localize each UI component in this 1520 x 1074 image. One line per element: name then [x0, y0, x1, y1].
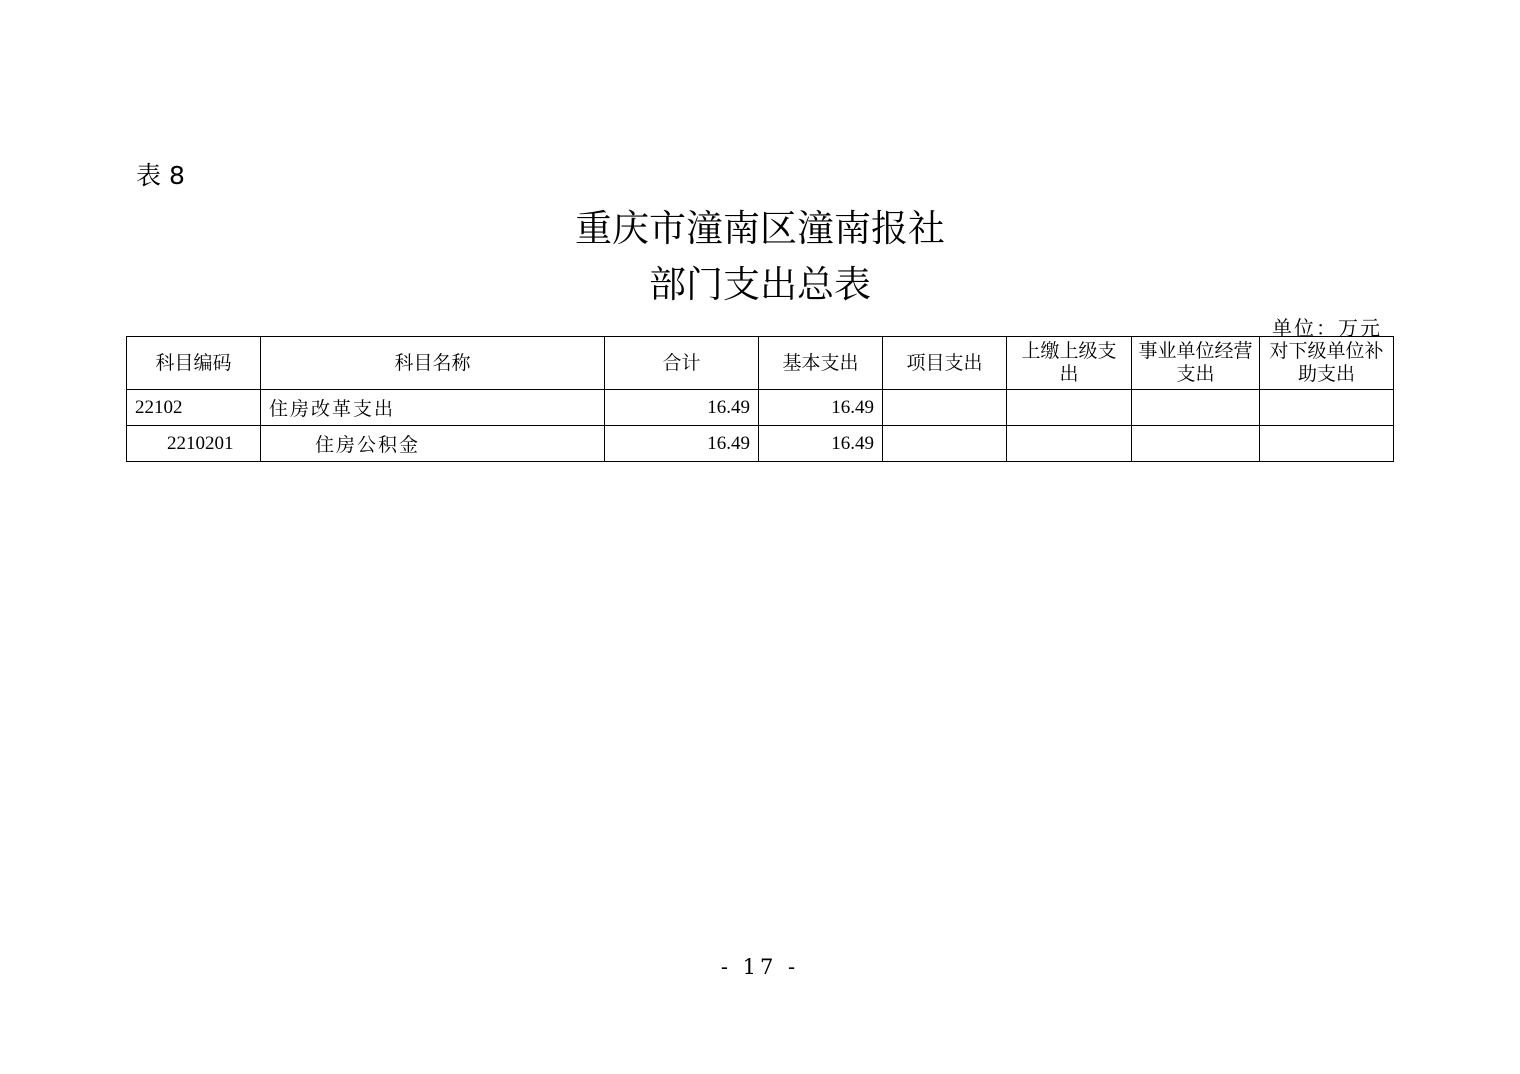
- header-basic: 基本支出: [759, 337, 883, 390]
- table-row: [127, 426, 1394, 462]
- cell-total: 16.49: [605, 390, 759, 426]
- cell-business: [1132, 426, 1260, 462]
- cell-total: 16.49: [605, 426, 759, 462]
- cell-business: [1132, 390, 1260, 426]
- table-header-row: [127, 337, 1394, 390]
- table-row: [127, 390, 1394, 426]
- expenditure-table: [126, 336, 1394, 462]
- cell-subsidy: [1260, 426, 1394, 462]
- header-project: 项目支出: [883, 337, 1007, 390]
- unit-label: 单位：万元: [1272, 316, 1382, 340]
- document-subtitle: 部门支出总表: [649, 263, 871, 306]
- header-total: 合计: [605, 337, 759, 390]
- cell-basic: 16.49: [759, 390, 883, 426]
- cell-subsidy: [1260, 390, 1394, 426]
- cell-name: 住房公积金: [261, 426, 605, 462]
- cell-name: 住房改革支出: [261, 390, 605, 426]
- header-business: 事业单位经营支出: [1132, 337, 1260, 390]
- cell-upper: [1007, 390, 1132, 426]
- cell-code: 2210201: [127, 426, 261, 462]
- document-title: 重庆市潼南区潼南报社: [575, 207, 945, 250]
- header-name: 科目名称: [261, 337, 605, 390]
- page-number: - 17 -: [720, 955, 800, 979]
- cell-project: [883, 390, 1007, 426]
- header-subsidy: 对下级单位补助支出: [1260, 337, 1394, 390]
- cell-code: 22102: [127, 390, 261, 426]
- cell-basic: 16.49: [759, 426, 883, 462]
- cell-project: [883, 426, 1007, 462]
- header-code: 科目编码: [127, 337, 261, 390]
- table-label: 表 8: [136, 161, 185, 190]
- header-upper: 上缴上级支出: [1007, 337, 1132, 390]
- cell-upper: [1007, 426, 1132, 462]
